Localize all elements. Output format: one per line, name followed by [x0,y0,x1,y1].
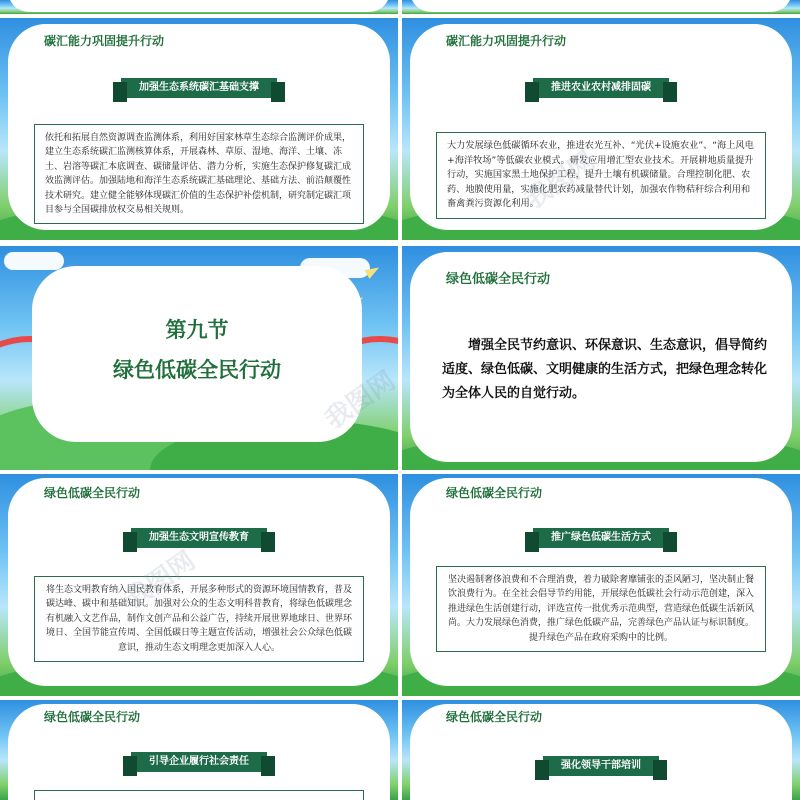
slide-title: 绿色低碳全民行动 [446,486,543,500]
slide-title: 绿色低碳全民行动 [446,272,551,287]
slide-cover-section-9[interactable] [0,246,398,470]
slide-body-text: 坚决遏制奢侈浪费和不合理消费，着力破除奢靡铺张的歪风陋习，坚决制止餐饮浪费行为。在全社会倡导节约用能，开展绿色低碳社会行动示范创建，深入推进绿色生活创建行动，评选宣传一批优秀示范典型，营造绿色低碳生活新风尚。大力发展绿色消费，推广绿色低碳产品，完善绿色产品认证与标识制度。提升绿色产品在政府采购中的比例。 [436,566,766,652]
slide-green-action-lifestyle[interactable] [402,474,800,696]
slide-title: 碳汇能力巩固提升行动 [446,34,567,48]
section-banner: 推进农业农村减排固碳 [533,78,669,98]
cover-card [32,266,362,442]
slide-body-text: 增强全民节约意识、环保意识、生态意识，倡导简约适度、绿色低碳、文明健康的生活方式，把绿色理念转化为全体人民的自觉行动。 [442,338,768,401]
slide-strip-top-left [0,0,398,14]
slide-green-action-training[interactable] [402,700,800,800]
section-banner: 加强生态文明宣传教育 [131,528,267,548]
slide-card [410,0,792,12]
slide-body-text: 大力发展绿色低碳循环农业，推进农光互补、“光伏+设施农业”、“海上风电+海洋牧场”等低碳农业模式。研发应用增汇型农业技术。开展耕地质量提升行动，实施国家黑土地保护工程，提升土壤有机碳储量。合理控制化肥、农药、地膜使用量，实施化肥农药减量替代计划，加强农作物秸秆综合利用和畜禽粪污资源化利用。 [436,132,766,219]
slide-green-action-intro[interactable] [402,246,800,470]
slide-body-box [34,790,364,800]
section-title: 绿色低碳全民行动 [113,358,281,382]
slide-title: 绿色低碳全民行动 [44,486,141,500]
slide-carbon-sink-1[interactable] [0,18,398,240]
slide-body-text: 将生态文明教育纳入国民教育体系，开展多种形式的资源环境国情教育，普及碳达峰、碳中和基础知识。加强对公众的生态文明科普教育，将绿色低碳理念有机融入文艺作品，制作文创产品和公益广告，持续开展世界地球日、世界环境日、全国节能宣传周、全国低碳日等主题宣传活动，增强社会公众绿色低碳意识，推动生态文明理念更加深入人心。 [34,576,364,662]
section-banner: 引导企业履行社会责任 [131,752,267,772]
section-banner: 强化领导干部培训 [543,756,659,776]
section-banner: 推广绿色低碳生活方式 [533,528,669,548]
section-number: 第九节 [165,318,229,342]
slide-green-action-enterprise[interactable] [0,700,398,800]
cloud-decoration [4,252,64,270]
slide-strip-top-right [402,0,800,14]
slide-card [8,0,390,12]
section-banner: 加强生态系统碳汇基础支撑 [121,78,277,98]
slide-title: 碳汇能力巩固提升行动 [44,34,165,48]
slide-carbon-sink-2[interactable] [402,18,800,240]
slide-title: 绿色低碳全民行动 [446,710,543,724]
slide-body-text: 依托和拓展自然资源调查监测体系，利用好国家林草生态综合监测评价成果，建立生态系统碳汇监测核算体系，开展森林、草原、湿地、海洋、土壤、冻土、岩溶等碳汇本底调查、碳储量评估、潜力分析，实施生态保护修复碳汇成效监测评估。加强陆地和海洋生态系统碳汇基础理论、基础方法、前沿颠覆性技术研究。建立健全能够体现碳汇价值的生态保护补偿机制，研究制定碳汇项目参与全国碳排放权交易相关规则。 [34,124,364,224]
slide-title: 绿色低碳全民行动 [44,710,141,724]
slide-green-action-education[interactable] [0,474,398,696]
